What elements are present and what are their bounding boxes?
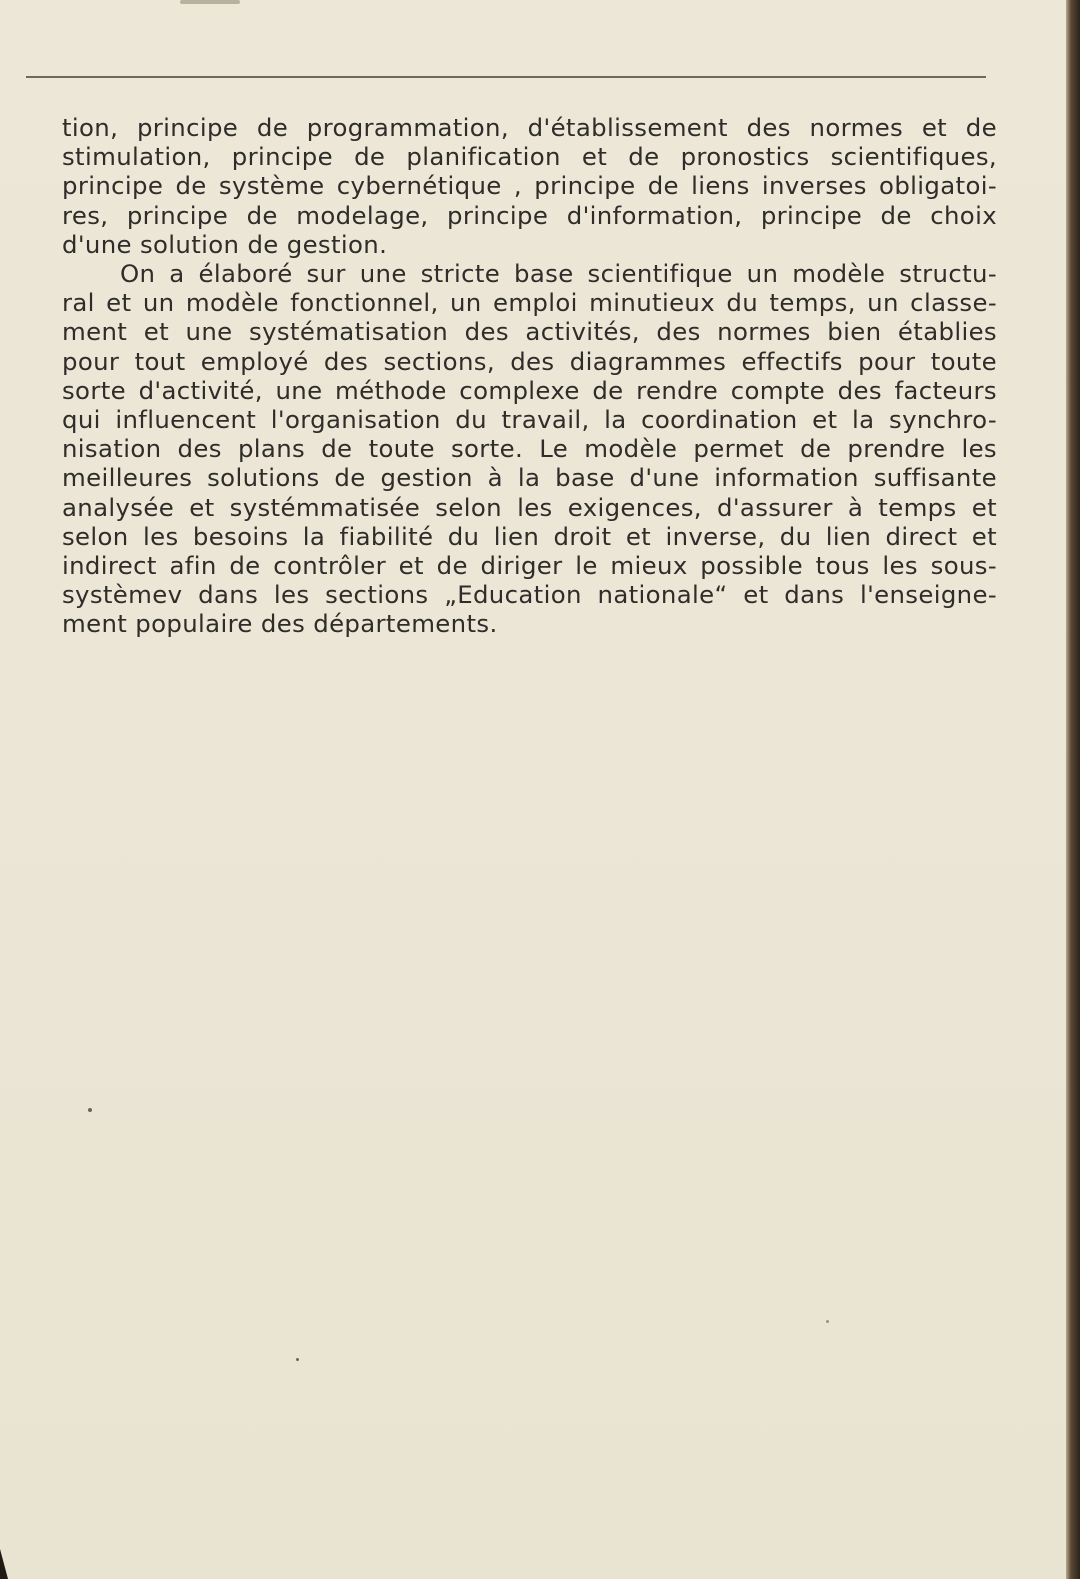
- text-line: d'une solution de gestion.: [62, 229, 388, 259]
- page-edge-shadow: [1066, 0, 1080, 1579]
- text-line: stimulation, principe de planification et de pronostics scientifiques,: [62, 142, 997, 172]
- text-line: analysée et systémmatisée selon les exigences, d'assurer à temps et: [62, 492, 997, 522]
- text-line: pour tout employé des sections, des diagrammes effectifs pour toute: [62, 346, 997, 376]
- top-edge-mark: [180, 0, 240, 4]
- paragraph-1: [62, 113, 997, 259]
- text-line: On a élaboré sur une stricte base scientifique un modèle structu-: [120, 259, 997, 289]
- text-line: res, principe de modelage, principe d'information, principe de choix: [62, 200, 997, 230]
- text-line: principe de système cybernétique , principe de liens inverses obligatoi-: [62, 171, 997, 201]
- text-line: nisation des plans de toute sorte. Le modèle permet de prendre les: [62, 434, 997, 464]
- text-line: tion, principe de programmation, d'établissement des normes et de: [62, 113, 997, 142]
- text-line: meilleures solutions de gestion à la base d'une information suffisante: [62, 463, 997, 493]
- text-line: ment et une systématisation des activités, des normes bien établies: [62, 317, 997, 347]
- text-line: sorte d'activité, une méthode complexe de rendre compte des facteurs: [62, 375, 997, 405]
- paragraph-2: [62, 259, 997, 639]
- text-line: ral et un modèle fonctionnel, un emploi minutieux du temps, un classe-: [62, 288, 997, 318]
- paper-speck: [296, 1358, 299, 1361]
- text-line: indirect afin de contrôler et de diriger le mieux possible tous les sous-: [62, 551, 997, 581]
- corner-mark: [0, 1549, 8, 1579]
- paper-speck: [826, 1320, 829, 1323]
- text-line: selon les besoins la fiabilité du lien droit et inverse, du lien direct et: [62, 521, 997, 551]
- body-text: [62, 113, 997, 639]
- header-rule: [26, 76, 986, 78]
- text-line: systèmev dans les sections „Education nationale“ et dans l'enseigne-: [62, 580, 997, 610]
- text-line: ment populaire des départements.: [62, 609, 498, 639]
- paper-speck: [88, 1108, 92, 1112]
- text-line: qui influencent l'organisation du travail, la coordination et la synchro-: [62, 405, 997, 435]
